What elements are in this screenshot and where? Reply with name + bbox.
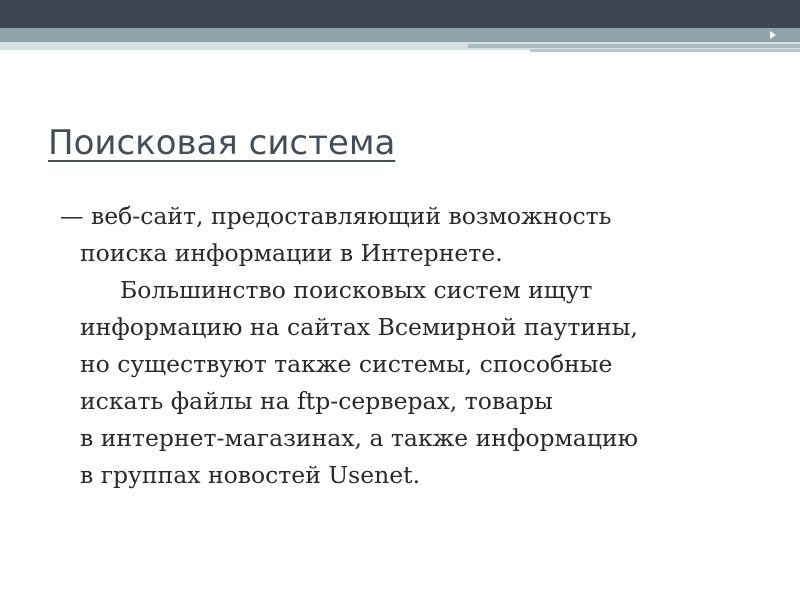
body-line: в интернет-магазинах, а также информацию bbox=[80, 424, 639, 452]
slide-title: Поисковая система bbox=[48, 123, 396, 163]
header-band-dark bbox=[0, 0, 800, 28]
header-band-mid bbox=[0, 28, 800, 42]
body-line: но существуют также системы, способные bbox=[80, 350, 613, 378]
slide-body-text bbox=[60, 198, 760, 494]
body-line: информацию на сайтах Всемирной паутины, bbox=[80, 313, 638, 341]
body-line: Большинство поисковых систем ищут bbox=[120, 276, 593, 304]
header-accent-stripe bbox=[468, 44, 800, 48]
body-line: в группах новостей Usenet. bbox=[80, 461, 421, 489]
triangle-marker-icon bbox=[770, 31, 776, 39]
header-accent-stripe-secondary bbox=[530, 49, 800, 52]
body-line: — веб-сайт, предоставляющий возможность bbox=[60, 202, 612, 230]
body-line: поиска информации в Интернете. bbox=[80, 239, 503, 267]
body-line: искать файлы на ftp-серверах, товары bbox=[80, 387, 553, 415]
